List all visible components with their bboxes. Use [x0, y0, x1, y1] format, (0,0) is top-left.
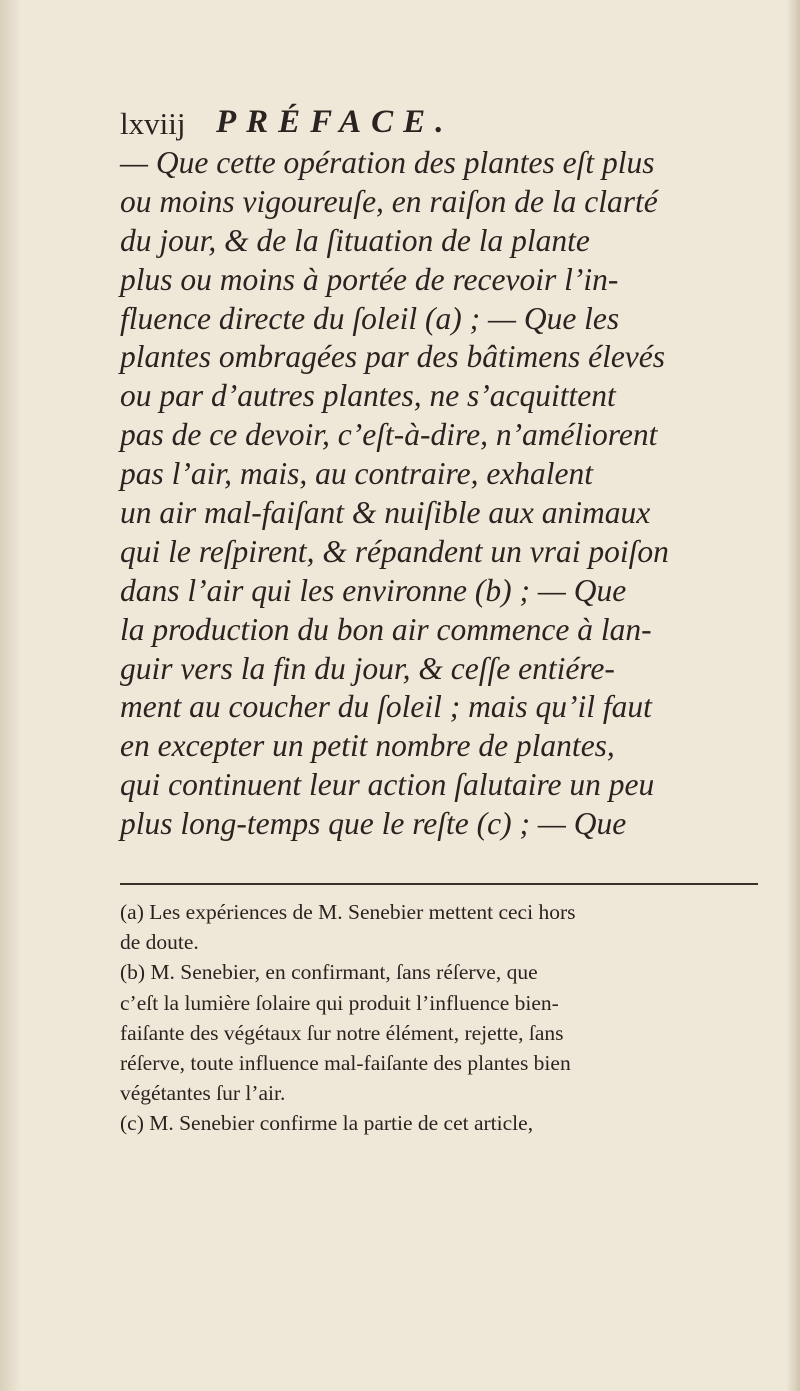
- body-line: plus ou moins à portée de recevoir l’in-: [120, 261, 619, 297]
- footnotes: [120, 897, 765, 1139]
- footnote-line: c’eſt la lumière ſolaire qui produit l’influence bien-: [120, 990, 559, 1015]
- page-edge-right: [786, 0, 800, 1391]
- footnote-separator: [120, 883, 758, 885]
- footnote-line: végétantes ſur l’air.: [120, 1081, 286, 1106]
- page-edge-left: [0, 0, 22, 1391]
- body-line: du jour, & de la ſituation de la plante: [120, 222, 590, 258]
- footnote-line: réſerve, toute influence mal-faiſante des plantes bien: [120, 1050, 571, 1075]
- body-line: pas de ce devoir, c’eſt-à-dire, n’améliorent: [120, 417, 658, 453]
- footnote-line: (a) Les expériences de M. Senebier mettent ceci hors: [120, 900, 576, 924]
- body-line: qui le reſpirent, & répandent un vrai poiſon: [120, 533, 669, 569]
- footnote-line: (b) M. Senebier, en confirmant, ſans réſerve, que: [120, 960, 538, 985]
- running-title: PRÉFACE.: [216, 104, 454, 140]
- body-text: [120, 144, 760, 844]
- body-line: ment au coucher du ſoleil ; mais qu’il faut: [120, 689, 652, 725]
- page-number: lxviij: [120, 106, 186, 141]
- footnote-line: de doute.: [120, 930, 199, 955]
- footnote-line: faiſante des végétaux ſur notre élément, rejette, ſans: [120, 1020, 564, 1045]
- body-line: en excepter un petit nombre de plantes,: [120, 728, 615, 764]
- body-line: la production du bon air commence à lan-: [120, 611, 652, 647]
- body-line: qui continuent leur action ſalutaire un peu: [120, 767, 655, 803]
- footnote-line: (c) M. Senebier confirme la partie de cet article,: [120, 1111, 534, 1136]
- body-line: fluence directe du ſoleil (a) ; — Que les: [120, 300, 620, 336]
- page-header: [120, 96, 680, 146]
- body-line: un air mal-faiſant & nuiſible aux animaux: [120, 495, 651, 531]
- body-line: plus long-temps que le reſte (c) ; — Que: [120, 806, 627, 842]
- body-line: pas l’air, mais, au contraire, exhalent: [120, 456, 594, 492]
- body-line: plantes ombragées par des bâtimens élevés: [120, 339, 666, 375]
- body-line: guir vers la fin du jour, & ceſſe entiére-: [120, 650, 615, 686]
- body-line: dans l’air qui les environne (b) ; — Que: [120, 572, 627, 608]
- body-line: ou par d’autres plantes, ne s’acquittent: [120, 378, 616, 414]
- body-line: ou moins vigoureuſe, en raiſon de la clarté: [120, 183, 658, 219]
- body-line: — Que cette opération des plantes eſt plus: [120, 145, 655, 180]
